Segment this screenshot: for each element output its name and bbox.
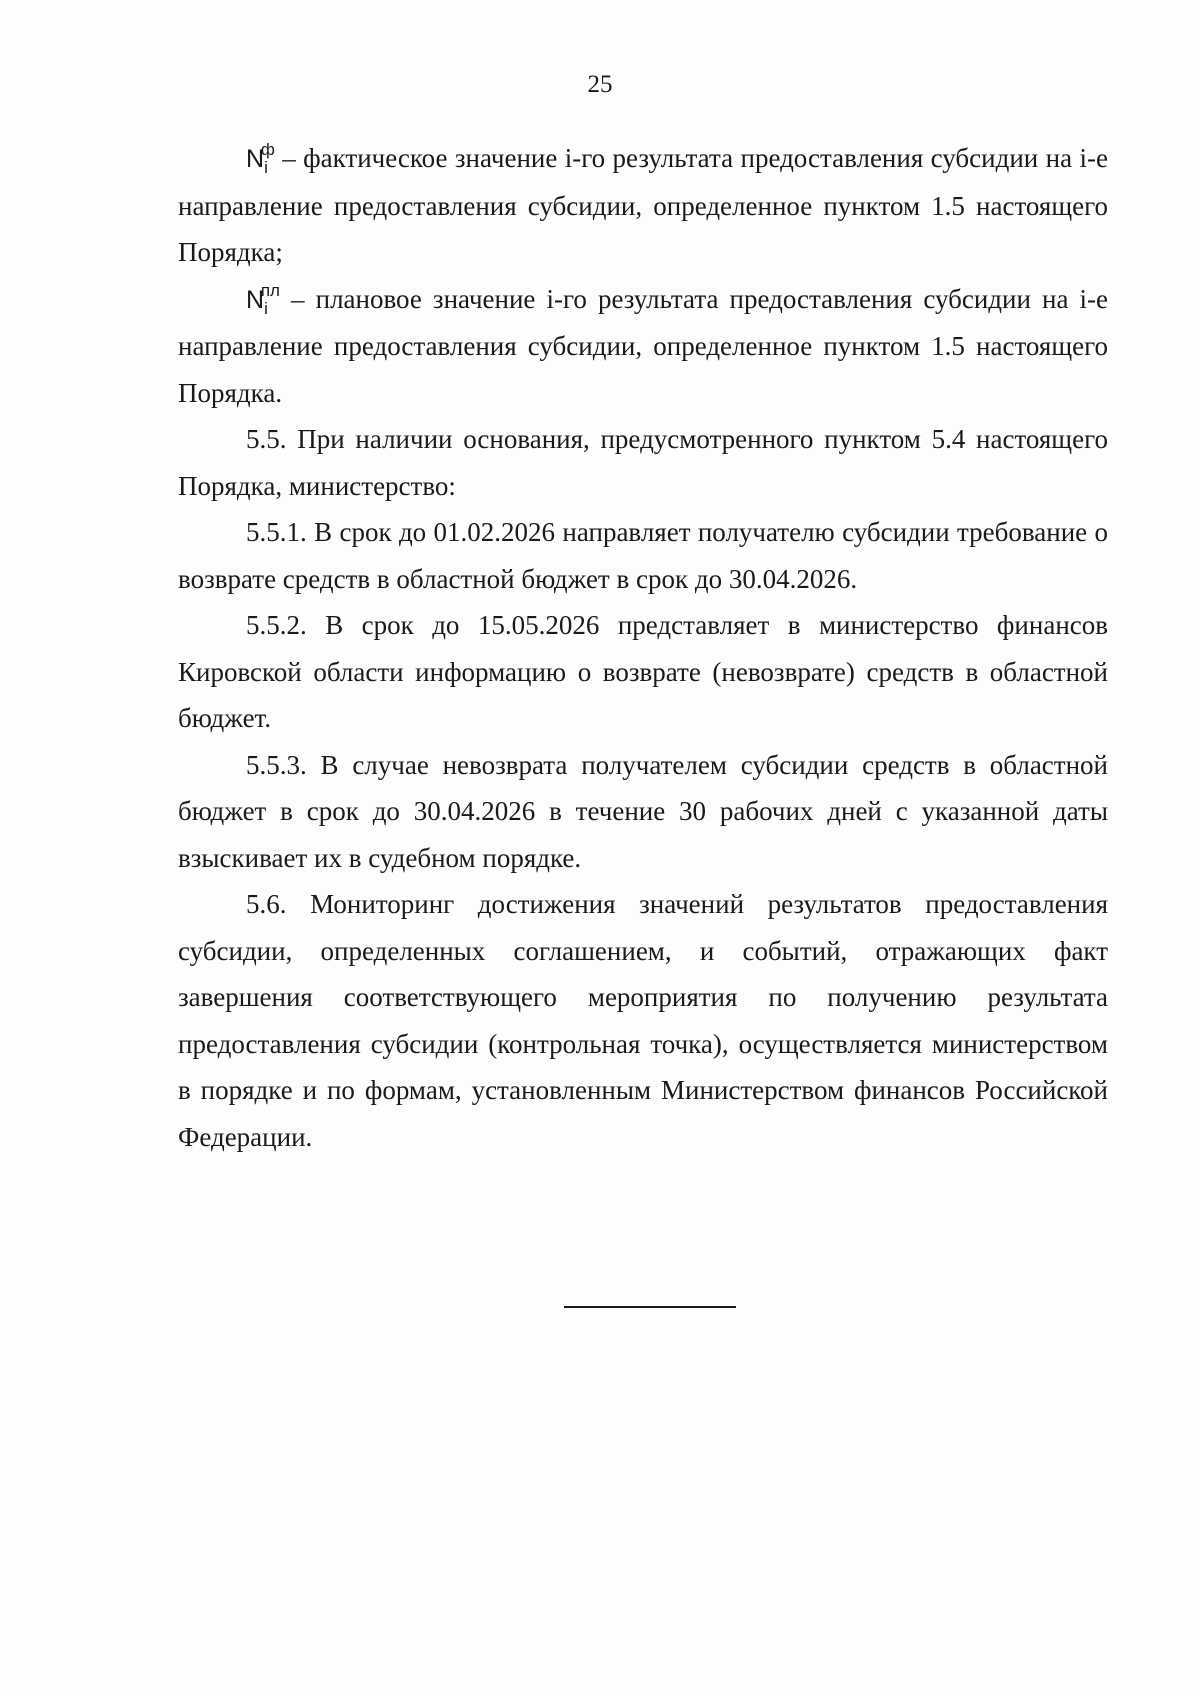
symbol-subscript: i: [264, 298, 268, 318]
paragraph-5-5-3: 5.5.3. В случае невозврата получателем субсидии средств в областной бюджет в срок до 30.04.2026 в течение 30 рабочих дней с указанной даты взыскивает их в судебном порядке.: [178, 749, 1108, 873]
formula-term-actual-text: – фактическое значение i-го результата предоставления субсидии на i-е направление предоставления субсидии, определенное пунктом 1.5 настоящего Порядка;: [178, 143, 1108, 267]
page-number: 25: [587, 71, 613, 98]
symbol-n-planned: [246, 280, 280, 318]
formula-term-planned-text: – плановое значение i-го результата предоставления субсидии на i-е направление предоставления субсидии, определенное пунктом 1.5 настоящего Порядка.: [178, 283, 1108, 408]
symbol-base: N: [246, 145, 265, 173]
paragraph-5-5-1: 5.5.1. В срок до 01.02.2026 направляет получателю субсидии требование о возврате средств в областной бюджет в срок до 30.04.2026.: [178, 517, 1108, 594]
end-of-document-rule: [564, 1306, 736, 1308]
paragraph-5-5: 5.5. При наличии основания, предусмотренного пунктом 5.4 настоящего Порядка, министерство:: [178, 424, 1108, 501]
formula-term-actual: [178, 135, 1108, 276]
symbol-base: N: [246, 285, 265, 314]
document-body: [178, 135, 1108, 1160]
symbol-subscript: i: [264, 158, 268, 177]
symbol-n-actual: [246, 140, 275, 177]
formula-term-planned: [178, 276, 1108, 417]
symbol-superscript: пл: [260, 280, 280, 300]
symbol-superscript: ф: [260, 140, 275, 159]
paragraph-5-5-2: 5.5.2. В срок до 15.05.2026 представляет в министерство финансов Кировской области информацию о возврате (невозврате) средств в областной бюджет.: [178, 610, 1108, 733]
paragraph-5-6: 5.6. Мониторинг достижения значений результатов предоставления субсидии, определенных соглашением, и событий, отражающих факт завершения соответствующего мероприятия по получению результата предоставления субсидии (контрольная точка), осуществляется министерством в порядке и по формам, установленным Министерством финансов Российской Федерации.: [178, 889, 1108, 1152]
